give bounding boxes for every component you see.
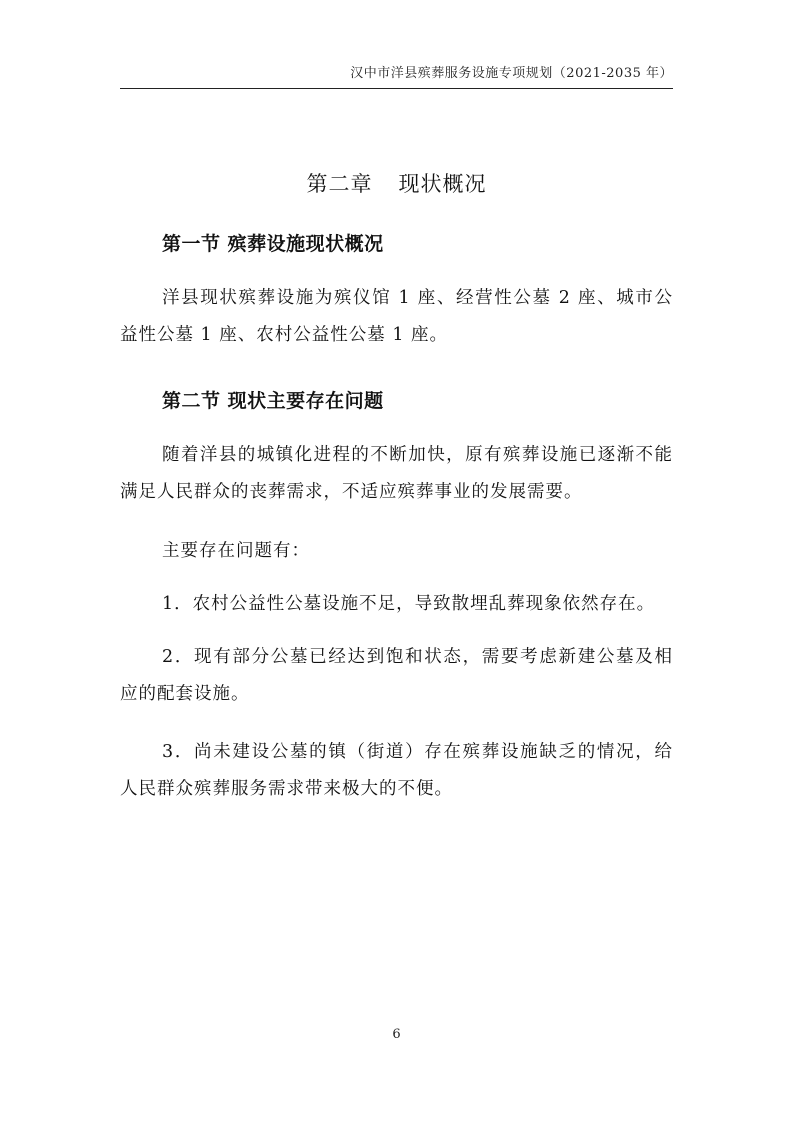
header-divider <box>120 88 673 89</box>
chapter-title <box>0 168 793 198</box>
page-number: 6 <box>392 1027 401 1042</box>
page-header: 汉中市洋县殡葬服务设施专项规划（2021-2035 年） <box>350 66 673 81</box>
paragraph: 主要存在问题有： <box>162 541 310 561</box>
list-item: 3．尚未建设公墓的镇（街道）存在殡葬设施缺乏的情况，给人民群众殡葬服务需求带来极大的不便。 <box>120 742 673 799</box>
list-item: 2．现有部分公墓已经达到饱和状态，需要考虑新建公墓及相应的配套设施。 <box>120 647 673 704</box>
paragraph: 洋县现状殡葬设施为殡仪馆 1 座、经营性公墓 2 座、城市公益性公墓 1 座、农村公益性公墓 1 座。 <box>120 288 673 345</box>
section-heading-2: 第二节 现状主要存在问题 <box>162 390 384 412</box>
section-heading-1: 第一节 殡葬设施现状概况 <box>162 233 384 255</box>
chapter-number: 第二章 <box>306 172 373 196</box>
paragraph: 随着洋县的城镇化进程的不断加快，原有殡葬设施已逐渐不能满足人民群众的丧葬需求，不适应殡葬事业的发展需要。 <box>120 445 673 502</box>
list-item: 1．农村公益性公墓设施不足，导致散埋乱葬现象依然存在。 <box>162 594 656 614</box>
chapter-name: 现状概况 <box>398 172 487 196</box>
